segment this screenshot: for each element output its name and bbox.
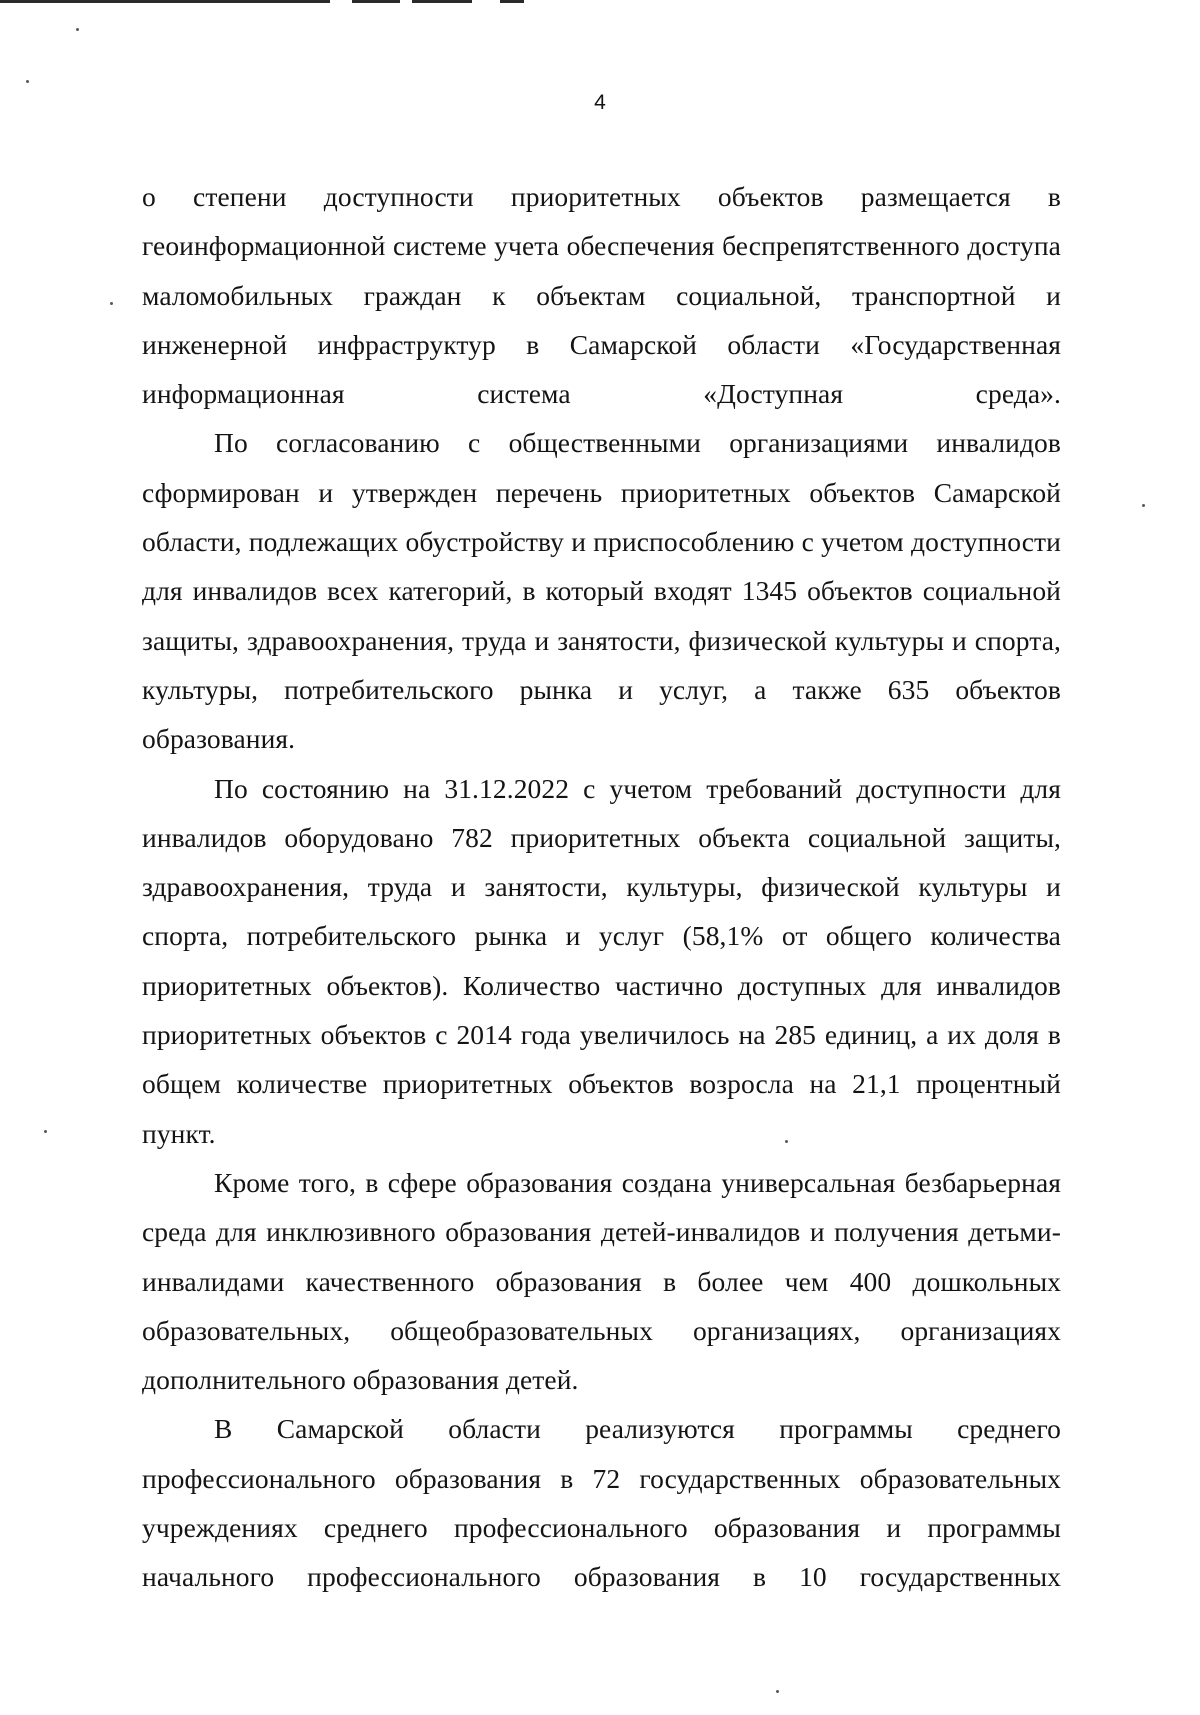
scan-edge-line bbox=[352, 0, 400, 3]
paragraph-status-2022: По состоянию на 31.12.2022 с учетом требований доступности для инвалидов оборудовано 782 приоритетных объекта социальной защиты, здравоохранения, труда и занятости, культуры, физической культуры и спорта, потребительского рынка и услуг (58,1% от общего количества приоритетных объектов). Количество частично доступных для инвалидов приоритетных объектов с 2014 года увеличилось на 285 единиц, а их доля в общем количестве приоритетных объектов возросла на 21,1 процентный пункт. bbox=[142, 772, 1061, 1149]
paragraph-priority-list: По согласованию с общественными организациями инвалидов сформирован и утвержден перечень приоритетных объектов Самарской области, подлежащих обустройству и приспособлению с учетом доступности для инвалидов всех категорий, в который входят 1345 объектов социальной защиты, здравоохранения, труда и занятости, физической культуры и спорта, культуры, потребительского рынка и услуг, а также 635 объектов образования. bbox=[142, 427, 1061, 755]
scan-speck bbox=[776, 1690, 779, 1693]
scan-speck bbox=[76, 28, 79, 31]
paragraph-continuation: о степени доступности приоритетных объектов размещается в геоинформационной системе учета обеспечения беспрепятственного доступа маломобильных граждан к объектам социальной, транспортной и инженерной инфраструктур в Самарской области «Государственная информационная система «Доступная среда». bbox=[142, 181, 1061, 410]
scan-speck bbox=[26, 80, 29, 83]
paragraph-vocational-programs: В Самарской области реализуются программы среднего профессионального образования в 72 государственных образовательных учреждениях среднего профессионального образования и программы начального профессионального образования в 10 государственных bbox=[142, 1413, 1061, 1593]
page-number: 4 bbox=[594, 91, 606, 114]
scan-edge-line bbox=[500, 0, 524, 3]
scan-edge-line bbox=[0, 0, 330, 3]
scan-edge-line bbox=[412, 0, 472, 3]
scan-speck bbox=[1142, 504, 1145, 507]
scan-speck bbox=[44, 1130, 47, 1133]
paragraph-education-environment: Кроме того, в сфере образования создана универсальная безбарьерная среда для инклюзивного образования детей-инвалидов и получения детьми-инвалидами качественного образования в более чем 400 дошкольных образовательных, общеобразовательных организациях, организациях дополнительного образования детей. bbox=[142, 1166, 1061, 1396]
document-body bbox=[142, 172, 1061, 1602]
scan-speck bbox=[110, 302, 113, 305]
